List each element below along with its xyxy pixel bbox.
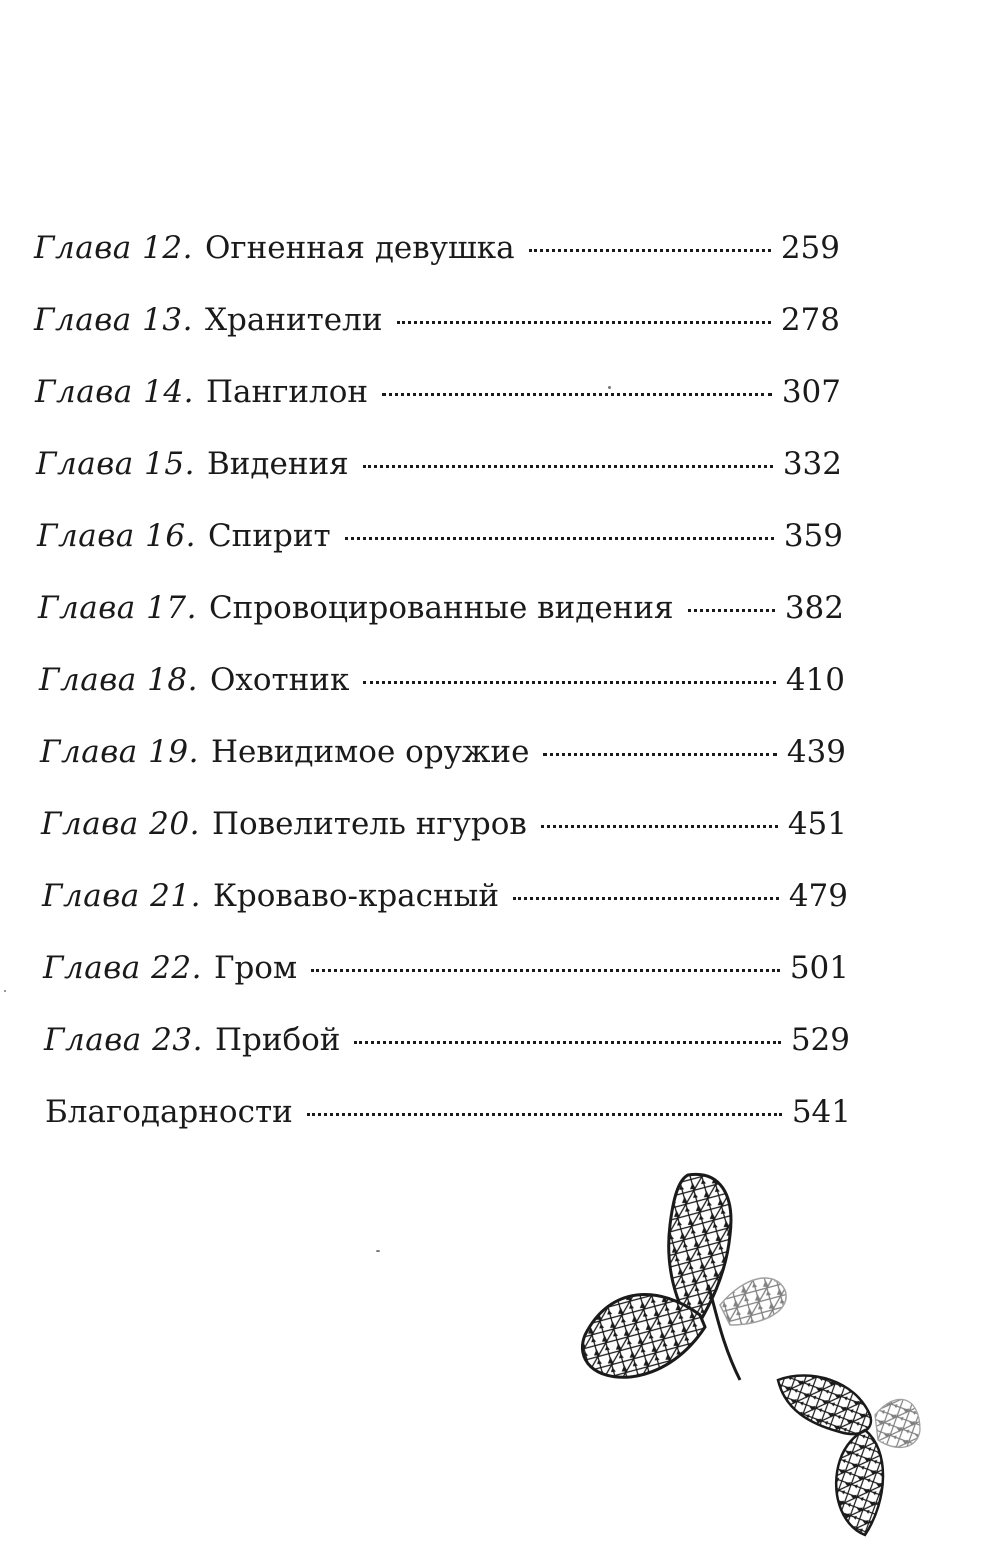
page-number: 359 [783,518,843,554]
chapter-title: Огненная девушка [204,230,515,266]
chapter-label: Глава 21. [42,878,201,914]
chapter-title: Гром [213,950,298,986]
chapter-title: Спровоцированные видения [208,590,674,626]
toc-entry-chapter-17[interactable] [38,588,844,628]
chapter-label: Глава 13. [34,302,193,338]
toc-entry-acknowledgements[interactable] [45,1092,851,1132]
toc-entry-chapter-19[interactable] [40,732,846,772]
chapter-label: Глава 17. [38,590,197,626]
toc-entry-chapter-16[interactable] [37,516,843,556]
dot-leader [688,609,775,612]
chapter-title: Спирит [207,518,331,554]
acknowledgements-title: Благодарности [45,1094,293,1130]
toc-entry-chapter-15[interactable] [36,444,842,484]
page-number: 410 [785,662,845,698]
page-number: 332 [782,446,842,482]
chapter-label: Глава 19. [40,734,199,770]
chapter-title: Пангилон [205,374,369,410]
butterfly-icon [570,1165,800,1405]
scan-speck [4,990,6,992]
toc-entry-chapter-23[interactable] [44,1020,850,1060]
toc-entry-chapter-22[interactable] [43,948,849,988]
chapter-label: Глава 20. [41,806,200,842]
page-number: 439 [786,734,846,770]
dot-leader [543,753,776,756]
chapter-label: Глава 15. [36,446,195,482]
page-number: 479 [788,878,848,914]
chapter-title: Хранители [204,302,383,338]
dot-leader [382,393,772,396]
dot-leader [345,537,774,540]
dot-leader [354,1041,780,1044]
dot-leader [307,1113,782,1116]
dot-leader [529,249,771,252]
page-number: 307 [781,374,841,410]
page-number: 541 [791,1094,851,1130]
toc-entry-chapter-21[interactable] [42,876,848,916]
toc-entry-chapter-18[interactable] [39,660,845,700]
chapter-label: Глава 18. [39,662,198,698]
chapter-label: Глава 22. [43,950,202,986]
dot-leader [513,897,779,900]
dot-leader [397,321,771,324]
page-number: 451 [787,806,847,842]
chapter-title: Прибой [214,1022,341,1058]
butterfly-icon [770,1360,930,1540]
toc-entry-chapter-14[interactable] [35,372,841,412]
chapter-label: Глава 16. [37,518,196,554]
dot-leader [311,969,780,972]
toc-entry-chapter-13[interactable] [34,300,840,340]
page-number: 501 [789,950,849,986]
dot-leader [363,465,773,468]
page-number: 259 [780,230,840,266]
toc-entry-chapter-12[interactable] [34,228,840,268]
scan-speck [608,386,611,389]
chapter-title: Невидимое оружие [210,734,530,770]
page-number: 382 [784,590,844,626]
page-number: 278 [780,302,840,338]
chapter-title: Кроваво-красный [212,878,500,914]
toc-entry-chapter-20[interactable] [41,804,847,844]
dot-leader [541,825,778,828]
dot-leader [363,681,775,684]
chapter-label: Глава 23. [44,1022,203,1058]
page-number: 529 [790,1022,850,1058]
chapter-title: Видения [206,446,349,482]
chapter-label: Глава 14. [35,374,194,410]
chapter-title: Повелитель нгуров [211,806,527,842]
chapter-label: Глава 12. [34,230,193,266]
chapter-title: Охотник [209,662,350,698]
scan-speck [376,1250,380,1252]
